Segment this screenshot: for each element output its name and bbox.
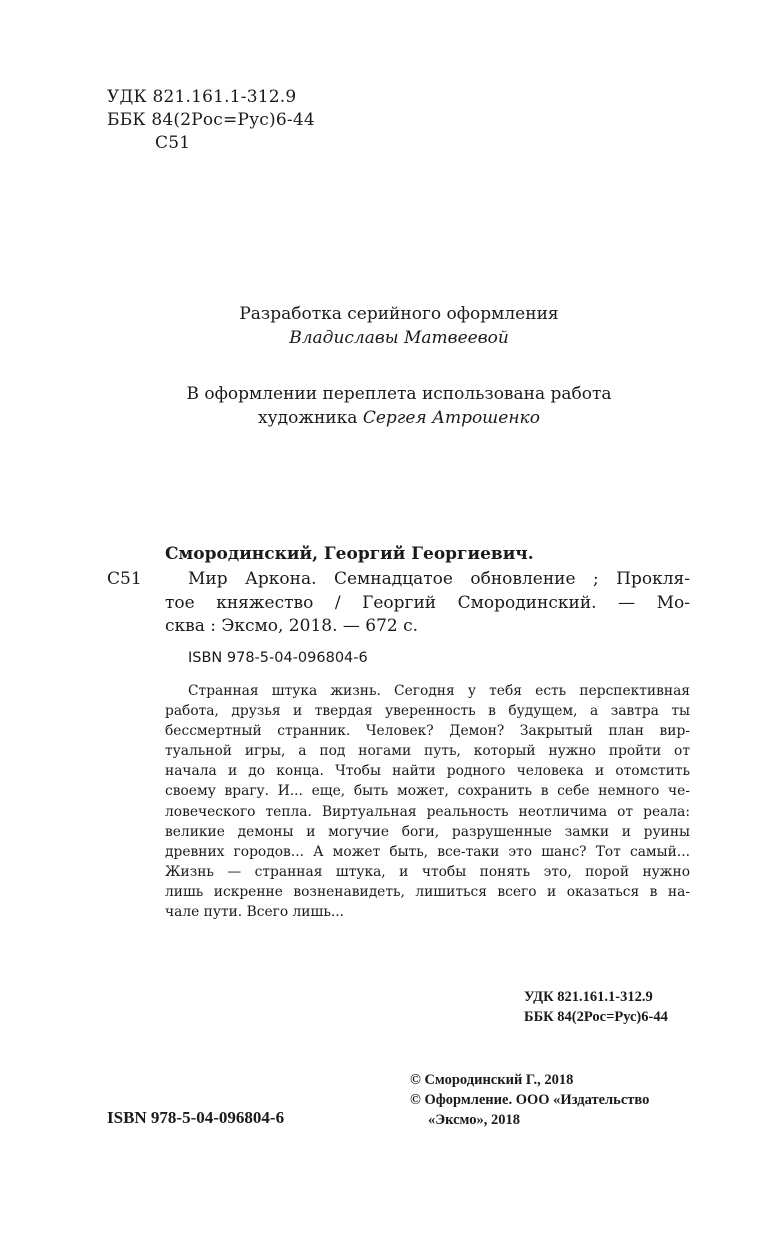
isbn-bottom: ISBN 978-5-04-096804-6 [107,1108,285,1127]
cover-art-label: В оформлении переплета использована работа [186,384,612,404]
annotation-line: лишь искренне возненавидеть, лишиться всего и оказаться в на- [165,883,690,900]
series-design-credit [100,302,698,350]
bbk-code: ББК 84(2Рос=Рус)6-44 [107,110,315,130]
author-sign: С51 [155,133,191,153]
classification-codes-top [107,86,315,155]
cover-artist-name: Сергея Атрошенко [362,408,540,428]
copyright-publisher: «Эксмо», 2018 [428,1112,520,1128]
annotation-line: великие демоны и могучие боги, разрушенные замки и руины [165,823,690,840]
isbn-entry: ISBN 978-5-04-096804-6 [188,650,368,666]
annotation-line: древних городов... А может быть, все-таки это шанс? Тот самый... [165,843,690,860]
annotation-line: работа, друзья и твердая уверенность в будущем, а завтра ты [165,703,690,720]
cover-artist-prefix: художника [258,408,358,428]
annotation-line: ловеческого тепла. Виртуальная реальность неотличима от реала: [165,803,690,820]
annotation-line: Странная штука жизнь. Сегодня у тебя есть перспективная [188,683,690,699]
title-line: Мир Аркона. Семнадцатое обновление ; Прокля- [188,569,690,589]
annotation-line: Жизнь — странная штука, и чтобы понять это, порой нужно [165,863,690,880]
annotation-line: чале пути. Всего лишь... [165,904,344,921]
bbk-code-bottom: ББК 84(2Рос=Рус)6-44 [524,1009,668,1025]
series-design-label: Разработка серийного оформления [239,304,559,324]
annotation-line: своему врагу. И... еще, быть может, сохранить в себе немного че- [165,783,690,800]
cover-art-credit [100,382,698,430]
copyright-author: © Смородинский Г., 2018 [410,1072,574,1088]
udk-code-bottom: УДК 821.161.1-312.9 [524,989,653,1005]
catalog-code: С51 [107,569,142,589]
copyright-design: © Оформление. ООО «Издательство [410,1092,650,1108]
cover-artist-line [100,406,698,430]
title-line: сква : Эксмо, 2018. — 672 с. [165,616,419,636]
classification-codes-bottom [524,987,668,1027]
series-designer-name: Владиславы Матвеевой [289,328,509,348]
annotation-line: начала и до конца. Чтобы найти родного человека и отомстить [165,763,690,780]
annotation [165,681,690,922]
title-line: тое княжество / Георгий Смородинский. — Мо- [165,592,690,613]
bibliographic-description [165,568,690,639]
annotation-line: бессмертный странник. Человек? Демон? Закрытый план вир- [165,723,690,740]
udk-code: УДК 821.161.1-312.9 [107,87,297,107]
author-heading: Смородинский, Георгий Георгиевич. [165,544,534,564]
copyright-block [410,1070,649,1130]
annotation-line: туальной игры, а под ногами путь, который нужно пройти от [165,743,690,760]
